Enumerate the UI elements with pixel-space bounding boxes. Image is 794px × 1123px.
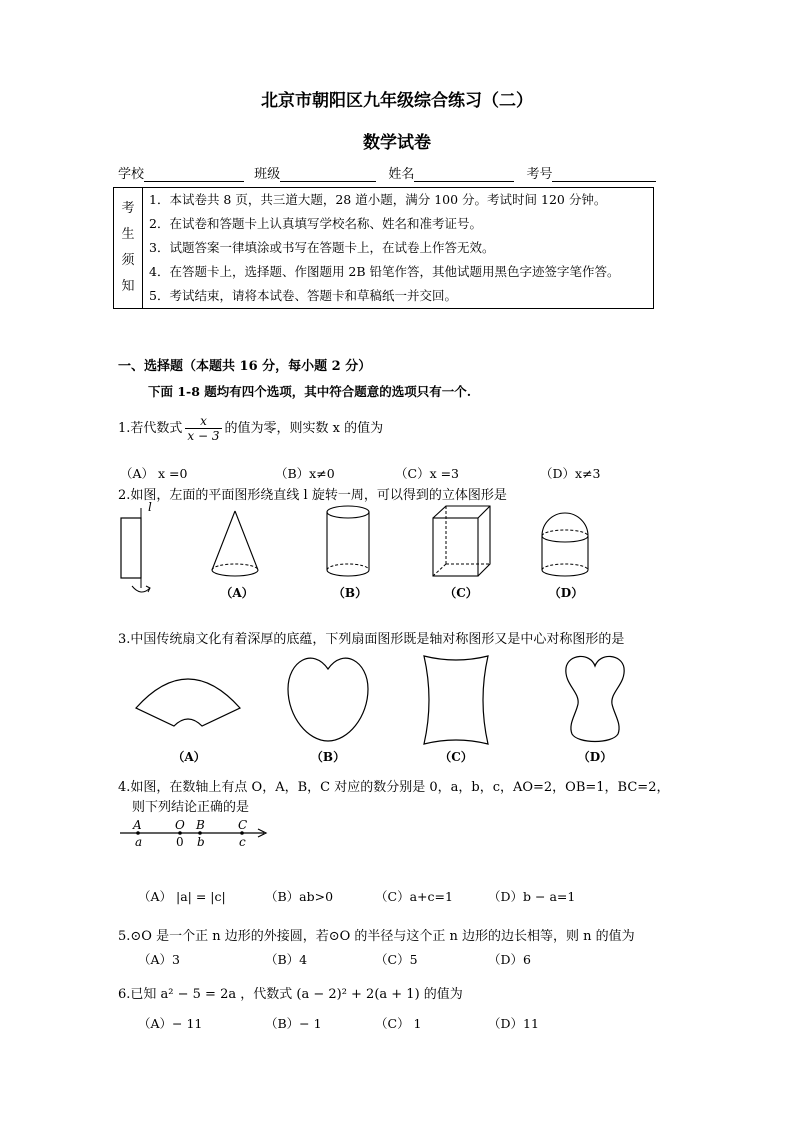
- hemisphere-cylinder-figure: [535, 508, 595, 583]
- q1-option-d[interactable]: （D）x≠3: [540, 466, 601, 481]
- q3-option-d[interactable]: （D）: [577, 750, 613, 764]
- exam-number-label: 考号: [526, 167, 553, 182]
- class-label: 班级: [254, 167, 281, 182]
- q3-option-b[interactable]: （B）: [310, 750, 346, 764]
- section-instruction: 下面 1-8 题均有四个选项，其中符合题意的选项只有一个.: [148, 384, 472, 399]
- fan-shape-a: [130, 660, 245, 730]
- q2-option-b[interactable]: （B）: [332, 586, 368, 600]
- notice-side-label: 考 生 须 知: [114, 188, 143, 309]
- q2-option-c[interactable]: （C）: [444, 586, 478, 600]
- cone-figure: [205, 508, 265, 583]
- value-0-label: 0: [176, 835, 184, 849]
- point-b-label: B: [196, 818, 205, 832]
- q6-option-a[interactable]: （A）− 11: [138, 1016, 203, 1031]
- q3-option-c[interactable]: （C）: [439, 750, 473, 764]
- fraction: $\frac{x}{x - 3}$: [187, 414, 220, 443]
- exam-number-blank[interactable]: [552, 166, 656, 182]
- q2-option-d[interactable]: （D）: [548, 586, 584, 600]
- q5-option-d[interactable]: （D）6: [488, 952, 531, 967]
- plane-figure-rectangle: [110, 500, 160, 600]
- exam-subtitle: 数学试卷: [363, 133, 431, 153]
- point-o-label: O: [175, 818, 185, 832]
- q6-option-d[interactable]: （D）11: [488, 1016, 539, 1031]
- student-info-line: [118, 163, 656, 182]
- exam-title: 北京市朝阳区九年级综合练习（二）: [261, 91, 533, 111]
- value-c-label: c: [239, 835, 246, 849]
- question-2: 2.如图，左面的平面图形绕直线 l 旋转一周，可以得到的立体图形是: [118, 488, 507, 503]
- notice-item: 5．考试结束，请将本试卷、答题卡和草稿纸一并交回。: [149, 288, 457, 303]
- q5-option-c[interactable]: （C）5: [375, 952, 418, 967]
- question-4: 4.如图，在数轴上有点 O，A，B，C 对应的数分别是 0，a，b，c，AO=2，OB=1，BC=2，: [118, 780, 670, 795]
- q4-option-c[interactable]: （C）a+c=1: [375, 889, 453, 904]
- name-label: 姓名: [388, 167, 415, 182]
- question-3: 3.中国传统扇文化有着深厚的底蕴，下列扇面图形既是轴对称图形又是中心对称图形的是: [118, 632, 625, 647]
- cylinder-figure: [318, 502, 378, 584]
- q2-option-a[interactable]: （A）: [220, 586, 254, 600]
- q4-option-a[interactable]: （A） |a| = |c|: [138, 889, 226, 904]
- q6-option-b[interactable]: （B）− 1: [265, 1016, 322, 1031]
- fan-shape-b: [283, 655, 373, 745]
- class-blank[interactable]: [280, 166, 376, 182]
- point-a-label: A: [133, 818, 142, 832]
- notice-item: 4．在答题卡上，选择题、作图题用 2B 铅笔作答，其他试题用黑色字迹签字笔作答。: [149, 264, 620, 279]
- notice-item: 1．本试卷共 8 页，共三道大题，28 道小题，满分 100 分。考试时间 120 分钟。: [149, 192, 607, 207]
- q5-option-a[interactable]: （A）3: [138, 952, 180, 967]
- question-6: 6.已知 a² − 5 = 2a ，代数式 (a − 2)² + 2(a + 1) 的值为: [118, 987, 463, 1002]
- question-1: 1.若代数式 $\frac{x}{x - 3}$ 的值为零，则实数 x 的值为: [118, 414, 384, 443]
- point-c-label: C: [238, 818, 248, 832]
- q6-option-c[interactable]: （C） 1: [375, 1016, 422, 1031]
- notice-item: 3．试题答案一律填涂或书写在答题卡上，在试卷上作答无效。: [149, 240, 495, 255]
- section-title: 一、选择题（本题共 16 分，每小题 2 分）: [118, 359, 372, 374]
- name-blank[interactable]: [414, 166, 514, 182]
- q4-option-d[interactable]: （D）b − a=1: [488, 889, 576, 904]
- value-a-label: a: [135, 835, 143, 849]
- axis-l-label: l: [148, 500, 152, 514]
- q1-option-b[interactable]: （B）x≠0: [275, 466, 335, 481]
- question-4-line2: 则下列结论正确的是: [132, 800, 250, 815]
- school-blank[interactable]: [144, 166, 244, 182]
- fan-shape-d: [560, 652, 630, 748]
- notice-box: [113, 187, 654, 309]
- q1-option-a[interactable]: （A） x =0: [120, 466, 188, 481]
- q5-option-b[interactable]: （B）4: [265, 952, 308, 967]
- q3-option-a[interactable]: （A）: [172, 750, 206, 764]
- notice-item: 2．在试卷和答题卡上认真填写学校名称、姓名和准考证号。: [149, 216, 482, 231]
- value-b-label: b: [197, 835, 205, 849]
- q1-option-c[interactable]: （C）x =3: [395, 466, 460, 481]
- fan-shape-c: [416, 652, 496, 748]
- question-5: 5.⊙O 是一个正 n 边形的外接圆，若⊙O 的半径与这个正 n 边形的边长相等，则 n 的值为: [118, 929, 635, 944]
- cuboid-figure: [428, 502, 498, 582]
- q4-option-b[interactable]: （B）ab>0: [265, 889, 334, 904]
- school-label: 学校: [118, 167, 145, 182]
- notice-items: [143, 188, 654, 309]
